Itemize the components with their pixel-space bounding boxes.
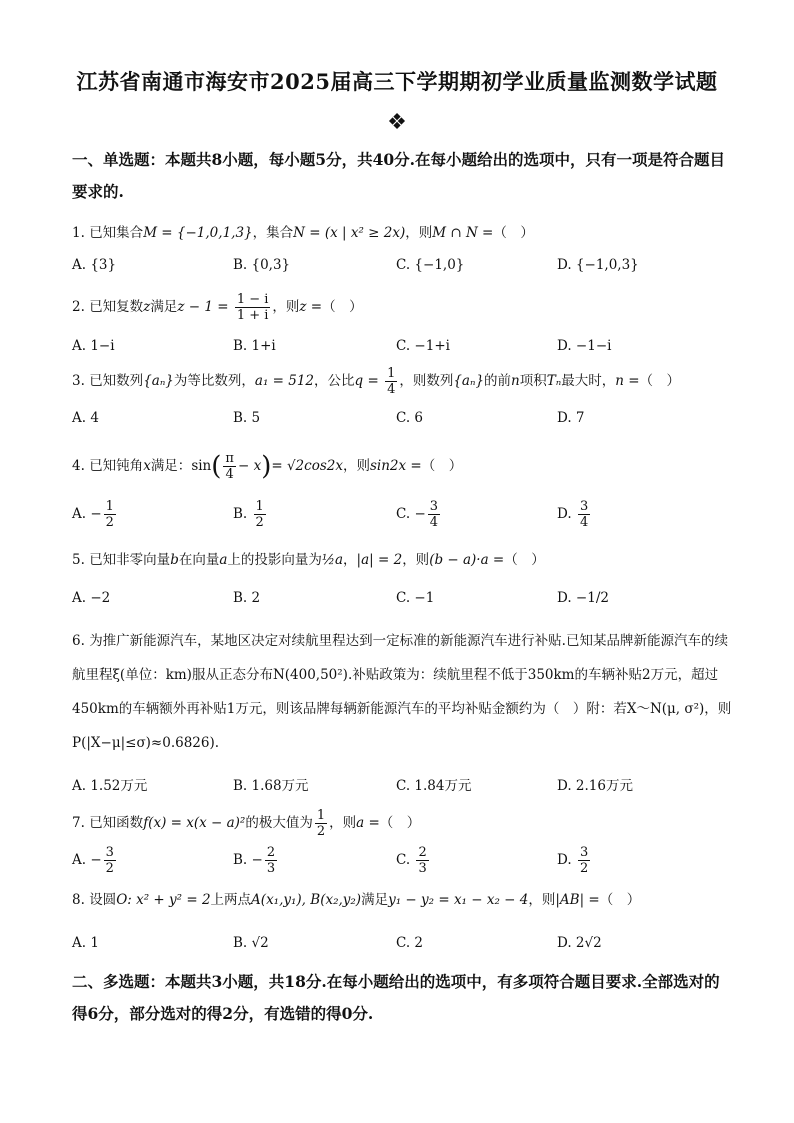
option-a[interactable]: A. 1 — [72, 935, 99, 951]
option-a[interactable]: A. −2 — [72, 590, 111, 606]
option-d[interactable]: D. −1/2 — [557, 590, 609, 606]
question-5: 5. 已知非零向量b在向量a上的投影向量为½a，|a| = 2，则(b − a)·a =（ ） — [72, 552, 545, 568]
option-a[interactable]: A. − $\frac{3}{2}$ — [72, 845, 114, 876]
option-b[interactable]: B. 2 — [233, 590, 261, 606]
question-8-options — [72, 935, 732, 959]
option-b[interactable]: B. − $\frac{2}{3}$ — [233, 845, 276, 876]
option-b[interactable]: B. {0,3} — [233, 257, 291, 273]
exam-title: 江苏省南通市海安市2025届高三下学期期初学业质量监测数学试题 — [76, 69, 718, 94]
question-3-options — [72, 410, 732, 434]
option-b[interactable]: B. 5 — [233, 410, 261, 426]
question-5-options — [72, 590, 732, 614]
option-a[interactable]: A. 4 — [72, 410, 99, 426]
fraction: $\frac{1}{2}$ — [316, 808, 326, 839]
option-c[interactable]: C. −1+i — [396, 338, 450, 354]
option-a[interactable]: A. 1−i — [72, 338, 115, 354]
question-8: 8. 设圆O: x² + y² = 2上两点A(x₁,y₁), B(x₂,y₂)满足y₁ − y₂ = x₁ − x₂ − 4，则|AB| =（ ） — [72, 892, 641, 908]
question-1: 1. 已知集合M = {−1,0,1,3}，集合N = (x | x² ≥ 2x)，则M ∩ N =（ ） — [72, 225, 534, 241]
option-c[interactable]: C. −1 — [396, 590, 435, 606]
option-c[interactable]: C. 6 — [396, 410, 424, 426]
question-3: 3. 已知数列{aₙ}为等比数列，a₁ = 512，公比q = $\frac{1}{4}$ ，则数列{aₙ}的前n项积Tₙ最大时，n =（ ） — [72, 366, 681, 397]
question-6: 6. 为推广新能源汽车，某地区决定对续航里程达到一定标准的新能源汽车进行补贴.已知某品牌新能源汽车的续航里程ξ(单位：km)服从正态分布N(400,50²).补贴政策为：续航里程不低于350km的车辆补贴2万元，超过450km的车辆额外再补贴1万元，则该品牌每辆新能源汽车的平均补贴金额约为（ ）附：若X～N(μ, σ²)，则P(|X−μ|≤σ)≈0.6826). — [72, 633, 732, 751]
option-c[interactable]: C. 2 — [396, 935, 424, 951]
option-c[interactable]: C. $\frac{2}{3}$ — [396, 845, 427, 876]
option-c[interactable]: C. {−1,0} — [396, 257, 465, 273]
section-multiple-choice-heading: 二、多选题：本题共3小题，共18分.在每小题给出的选项中，有多项符合题目要求.全部选对的得6分，部分选对的得2分，有选错的得0分. — [72, 972, 720, 1023]
diamond-ornament-icon: ❖ — [387, 110, 407, 135]
option-b[interactable]: B. √2 — [233, 935, 269, 951]
question-4: 4. 已知钝角x满足：sin( $\frac{\pi}{4}$ − x)= √2cos2x，则sin2x =（ ） — [72, 451, 463, 482]
fraction: $\frac{\pi}{4}$ — [225, 451, 234, 482]
question-6-options — [72, 774, 732, 798]
question-2-options — [72, 338, 732, 362]
option-b[interactable]: B. 1+i — [233, 338, 276, 354]
option-d[interactable]: D. 7 — [557, 410, 585, 426]
fraction: $\frac{1}{4}$ — [387, 366, 396, 397]
question-7: 7. 已知函数f(x) = x(x − a)²的极大值为 $\frac{1}{2}$ ，则a =（ ） — [72, 808, 421, 839]
option-b[interactable]: B. $\frac{1}{2}$ — [233, 499, 264, 530]
option-d[interactable]: D. {−1,0,3} — [557, 257, 639, 273]
option-d[interactable]: D. $\frac{3}{2}$ — [557, 845, 589, 876]
question-7-options — [72, 845, 732, 885]
question-4-options — [72, 499, 732, 539]
option-c[interactable]: C. 1.84万元 — [396, 778, 472, 794]
option-a[interactable]: A. 1.52万元 — [72, 778, 148, 794]
section-single-choice-heading: 一、单选题：本题共8小题，每小题5分，共40分.在每小题给出的选项中，只有一项是符合题目要求的. — [72, 150, 726, 201]
option-b[interactable]: B. 1.68万元 — [233, 778, 309, 794]
option-a[interactable]: A. {3} — [72, 257, 117, 273]
question-1-options — [72, 257, 732, 281]
option-d[interactable]: D. −1−i — [557, 338, 612, 354]
option-d[interactable]: D. $\frac{3}{4}$ — [557, 499, 589, 530]
question-2: 2. 已知复数z满足z − 1 = $\frac{1 - i}{1 + i}$ ，则z =（ ） — [72, 292, 363, 323]
option-a[interactable]: A. − $\frac{1}{2}$ — [72, 499, 114, 530]
option-d[interactable]: D. 2√2 — [557, 935, 602, 951]
option-d[interactable]: D. 2.16万元 — [557, 778, 633, 794]
fraction: $\frac{1 - i}{1 + i}$ — [236, 292, 269, 323]
option-c[interactable]: C. − $\frac{3}{4}$ — [396, 499, 439, 530]
